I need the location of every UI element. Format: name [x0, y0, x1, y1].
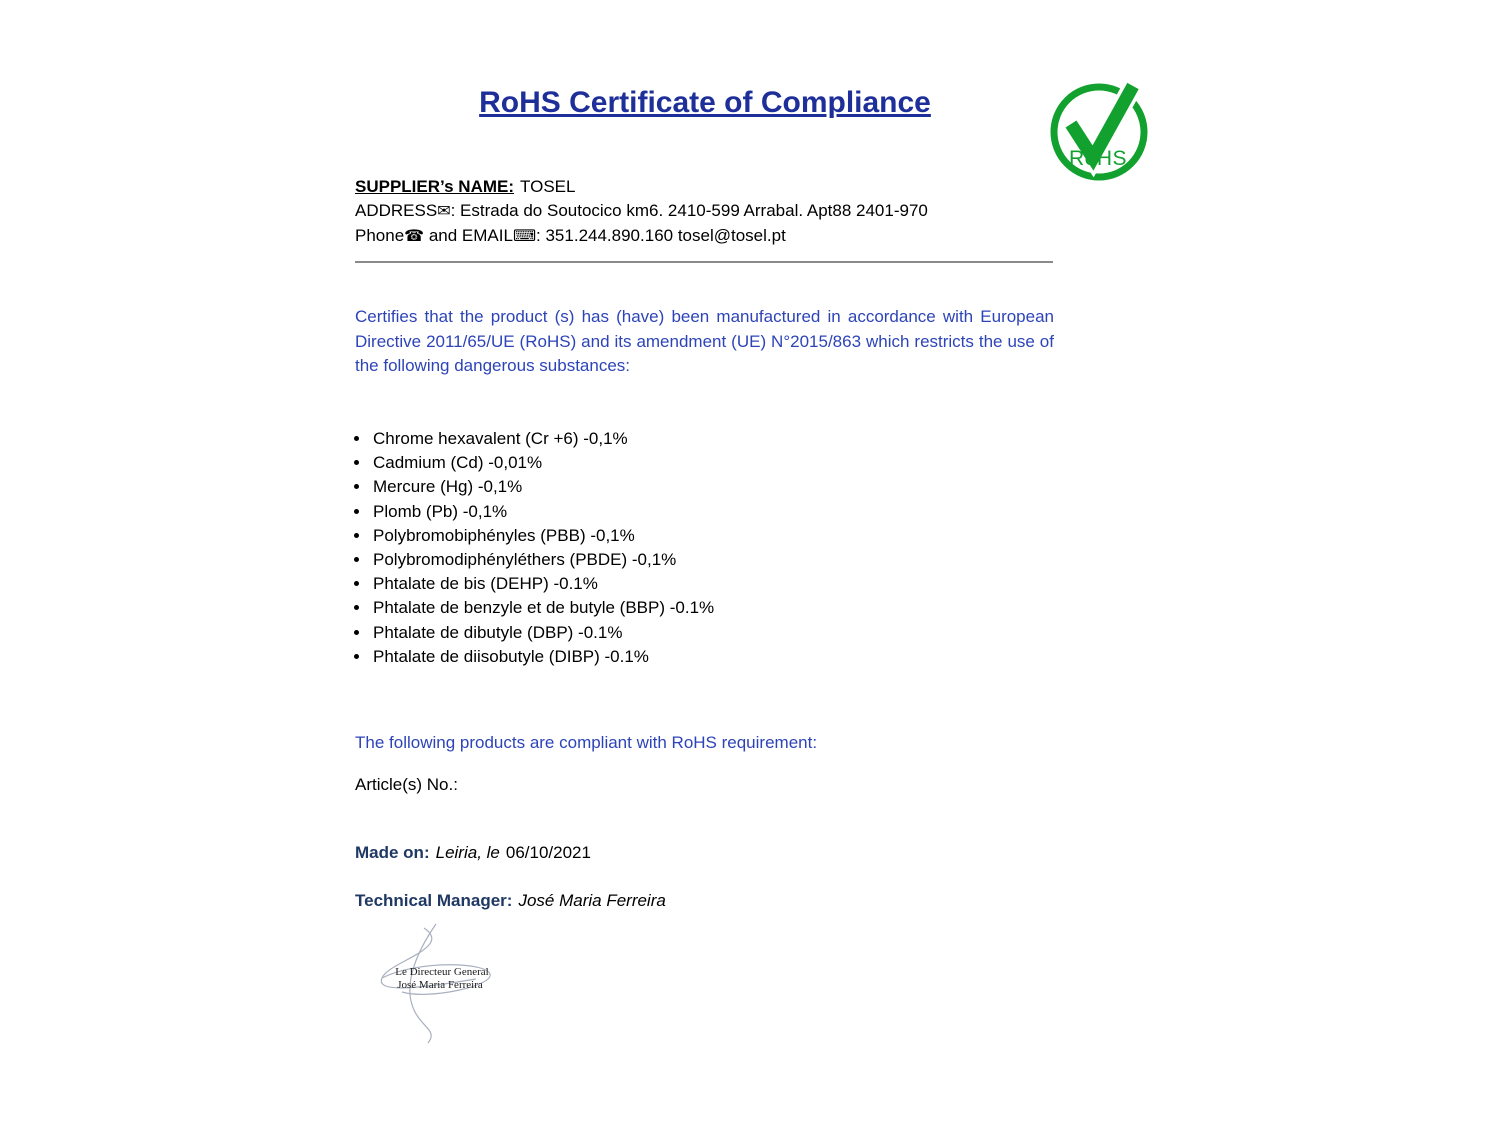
envelope-icon: ✉ — [437, 203, 451, 220]
substance-item: • Phtalate de benzyle et de butyle (BBP) -0.1% — [371, 596, 714, 620]
computer-icon: ⌨ — [512, 228, 537, 245]
rohs-logo — [1046, 74, 1160, 196]
made-on-label: Made on: — [355, 843, 430, 862]
supplier-name-label: SUPPLIER’s NAME: — [355, 177, 515, 196]
phone-icon: ☎ — [404, 228, 425, 245]
substance-item: • Polybromodiphényléthers (PBDE) -0,1% — [371, 548, 714, 572]
supplier-address-line — [355, 199, 928, 224]
substance-item: • Phtalate de diisobutyle (DIBP) -0.1% — [371, 645, 714, 669]
made-on-line — [355, 843, 591, 863]
signature-block — [358, 922, 528, 1047]
made-on-place: Leiria, le — [435, 843, 500, 862]
supplier-block — [355, 175, 928, 249]
supplier-contact-line — [355, 224, 928, 249]
substances-list — [355, 427, 714, 669]
substance-item: • Cadmium (Cd) -0,01% — [371, 451, 714, 475]
rohs-logo-label: RoHS — [1068, 147, 1128, 170]
contact-value: : 351.244.890.160 tosel@tosel.pt — [536, 226, 786, 245]
signature-title-text: Le Directeur General — [395, 966, 489, 978]
article-number-line: Article(s) No.: — [355, 775, 458, 794]
page-title: RoHS Certificate of Compliance — [479, 86, 931, 119]
substance-item: • Phtalate de bis (DEHP) -0.1% — [371, 572, 714, 596]
address-label: ADDRESS — [355, 201, 438, 220]
technical-manager-name: José Maria Ferreira — [518, 891, 666, 910]
horizontal-divider — [355, 261, 1053, 263]
compliance-statement: The following products are compliant with RoHS requirement: — [355, 733, 818, 752]
supplier-name-line — [355, 175, 928, 199]
address-value: : Estrada do Soutocico km6. 2410-599 Arrabal. Apt88 2401-970 — [450, 201, 928, 220]
substance-item: • Chrome hexavalent (Cr +6) -0,1% — [371, 427, 714, 451]
substance-item: • Plomb (Pb) -0,1% — [371, 500, 714, 524]
signature-name-text: José Maria Ferreira — [397, 979, 483, 991]
substance-item: • Mercure (Hg) -0,1% — [371, 475, 714, 499]
technical-manager-label: Technical Manager: — [355, 891, 513, 910]
substance-item: • Phtalate de dibutyle (DBP) -0.1% — [371, 621, 714, 645]
phone-label: Phone — [355, 226, 405, 245]
email-label: and EMAIL — [424, 226, 513, 245]
technical-manager-line — [355, 891, 666, 911]
made-on-date: 06/10/2021 — [505, 843, 591, 862]
supplier-name-value: TOSEL — [520, 177, 576, 196]
substance-item: • Polybromobiphényles (PBB) -0,1% — [371, 524, 714, 548]
certification-paragraph: Certifies that the product (s) has (have) been manufactured in accordance with European Directive 2011/65/UE (RoHS) and its amendment (UE) N°2015/863 which restricts the use of the following dangerous substances: — [355, 307, 1054, 375]
